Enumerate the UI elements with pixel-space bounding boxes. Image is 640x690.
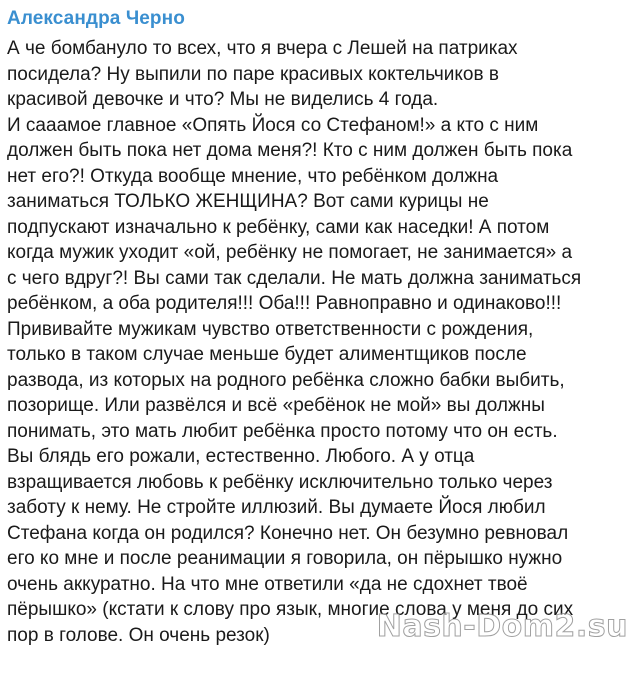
message-line: посидела? Ну выпили по паре красивых коктельчиков в [7, 63, 499, 85]
message-line: красивой девочке и что? Мы не виделись 4 года. [7, 89, 439, 110]
message-line: заниматься ТОЛЬКО ЖЕНЩИНА? Вот сами курицы не [7, 191, 489, 212]
message-line: взращивается любовь к ребёнку исключительно только через [7, 471, 553, 493]
message-line: Прививайте мужикам чувство ответственности с рождения, [7, 318, 534, 340]
message-line: позорище. Или развёлся и всё «ребёнок не мой» вы должны [7, 395, 545, 416]
message-text [7, 36, 634, 648]
message-line: пор в голове. Он очень резок) [7, 624, 270, 646]
message-line: заботу к нему. Не стройте иллюзий. Вы думаете Йося любил [7, 497, 546, 518]
message-line: его ко мне и после реанимации я говорила, он пёрышко нужно [7, 548, 563, 569]
message-line: понимать, это мать любит ребёнка просто потому что он есть. [7, 420, 558, 442]
watermark: Nash-Dom2.su [376, 609, 628, 644]
message-line: ребёнком, а оба родителя!!! Оба!!! Равноправно и одинаково!!! [7, 293, 562, 314]
message-line: должен быть пока нет дома меня?! Кто с ним должен быть пока [7, 140, 573, 161]
message-line: Стефана когда он родился? Конечно нет. Он безумно ревновал [7, 522, 569, 544]
message-line: с чего вдруг?! Вы сами так сделали. Не мать должна заниматься [7, 267, 582, 289]
sender-name[interactable]: Александра Черно [7, 8, 185, 29]
message-line: пёрышко» (кстати к слову про язык, многие слова у меня до сих [7, 599, 574, 620]
message-line: И сааамое главное «Опять Йося со Стефаном!» а кто с ним [7, 114, 539, 136]
message-line: только в таком случае меньше будет алиментщиков после [7, 344, 527, 365]
message-line: развода, из которых на родного ребёнка сложно бабки выбить, [7, 369, 565, 391]
message-line: когда мужик уходит «ой, ребёнку не помогает, не занимается» а [7, 242, 573, 263]
message-line: А че бомбануло то всех, что я вчера с Лешей на патриках [7, 38, 518, 59]
message-line: очень аккуратно. На что мне ответили «да не сдохнет твоё [7, 573, 528, 595]
message-line: нет его?! Откуда вообще мнение, что ребёнком должна [7, 165, 499, 187]
message-line: подпускают изначально к ребёнку, сами как наседки! А потом [7, 216, 550, 238]
message-line: Вы блядь его рожали, естественно. Любого. А у отца [7, 446, 475, 467]
